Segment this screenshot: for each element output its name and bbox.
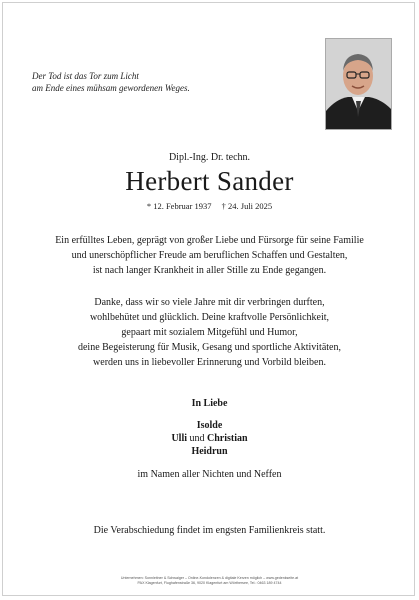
tribute-paragraph-2 [0, 295, 419, 370]
mourner-names [0, 419, 419, 458]
academic-title: Dipl.-Ing. Dr. techn. [168, 152, 251, 163]
tribute-paragraph-1 [0, 233, 419, 278]
conjunction: und [189, 433, 205, 444]
life-dates [0, 201, 419, 211]
in-love-heading: In Liebe [191, 398, 228, 409]
mourner-name: Ulli [171, 433, 187, 444]
mourner-name: Isolde [196, 420, 223, 431]
quote [32, 70, 190, 94]
death-date: † 24. Juli 2025 [221, 201, 273, 211]
footer [0, 576, 419, 586]
footer-line-1: Unternehmen: Sonnleitner & Schwaiger – Online-Kondolenzen & digitale Kerzen möglich – www.gedenkseite.at [120, 576, 299, 580]
paragraph-line: Ein erfülltes Leben, geprägt von großer Liebe und Fürsorge für seine Familie [55, 235, 364, 246]
deceased-name: Herbert Sander [125, 166, 294, 196]
paragraph-line: wohlbehütet und glücklich. Deine kraftvolle Persönlichkeit, [89, 312, 330, 323]
mourner-name: Heidrun [191, 446, 228, 457]
portrait-image [326, 39, 391, 129]
paragraph-line: Danke, dass wir so viele Jahre mit dir verbringen durften, [94, 297, 325, 308]
quote-line-2: am Ende eines mühsam gewordenen Weges. [32, 83, 190, 93]
birth-date: * 12. Februar 1937 [146, 201, 212, 211]
portrait-photo [325, 38, 392, 130]
extended-family: im Namen aller Nichten und Neffen [137, 469, 282, 480]
footer-line-2: PAX Klagenfurt, Flughafenstraße 36, 9020 Klagenfurt am Wörthersee, Tel.: 0463 189 4744 [137, 581, 282, 585]
farewell-notice: Die Verabschiedung findet im engsten Familienkreis statt. [93, 525, 326, 536]
paragraph-line: gepaart mit sozialem Mitgefühl und Humor, [121, 327, 298, 338]
mourner-name: Christian [207, 433, 248, 444]
paragraph-line: werden uns in liebevoller Erinnerung und Vorbild bleiben. [93, 357, 326, 368]
paragraph-line: ist nach langer Krankheit in aller Stille zu Ende gegangen. [92, 265, 327, 276]
paragraph-line: und unerschöpflicher Freude am beruflichen Schaffen und Gestalten, [71, 250, 348, 261]
paragraph-line: deine Begeisterung für Musik, Gesang und sportliche Aktivitäten, [77, 342, 341, 353]
quote-line-1: Der Tod ist das Tor zum Licht [32, 71, 139, 81]
